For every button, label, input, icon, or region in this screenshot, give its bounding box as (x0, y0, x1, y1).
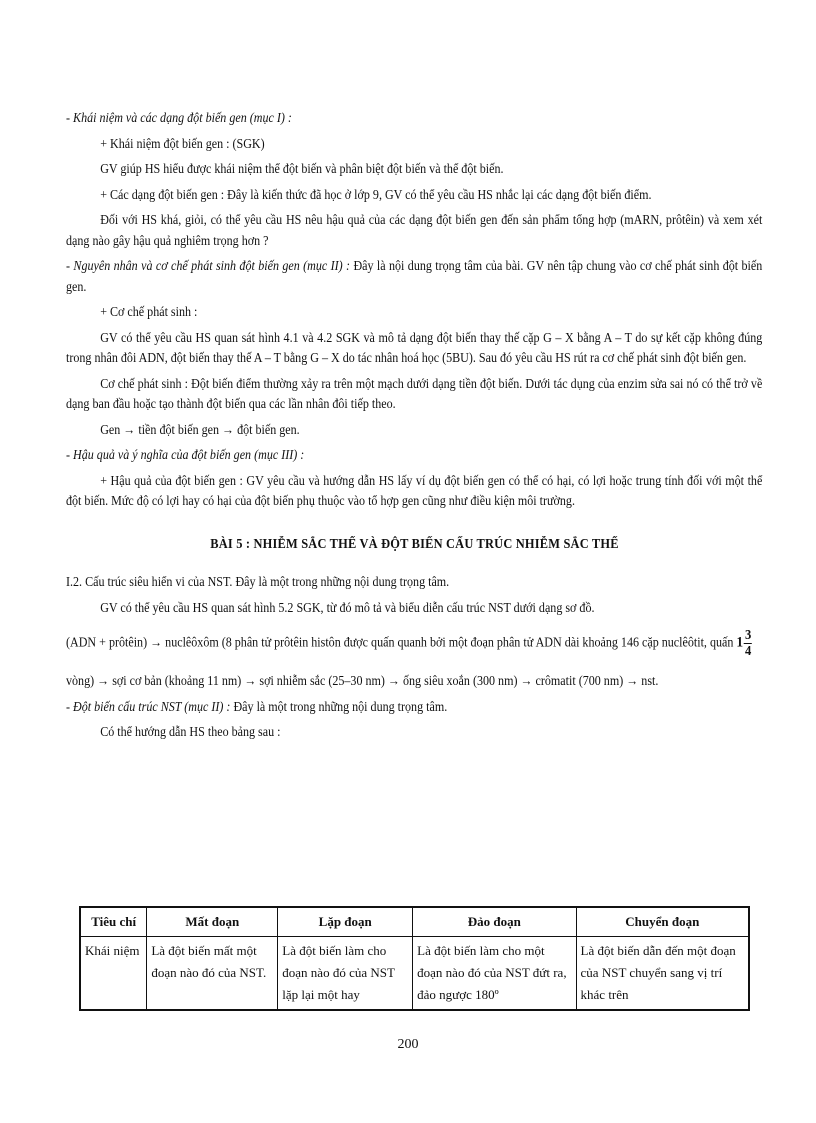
mixed-number-whole: 1 (736, 634, 744, 651)
table-cell: Là đột biến làm cho một đoạn nào đó của NST đứt ra, đảo ngược 180º (413, 937, 576, 1011)
paragraph-causes (66, 256, 762, 297)
mutation-comparison-table (79, 906, 750, 1011)
document-body (66, 108, 763, 748)
section-heading-consequences: - Hậu quả và ý nghĩa của đột biến gen (mục III) : (66, 447, 305, 462)
paragraph-text: Đây là một trong những nội dung trọng tâm. (230, 698, 448, 714)
table-cell: Là đột biến làm cho đoạn nào đó của NST lặp lại một hay (278, 937, 413, 1011)
table-cell: Là đột biến dẫn đến một đoạn của NST chuyển sang vị trí khác trên (576, 937, 749, 1011)
paragraph: Cơ chế phát sinh : Đột biến điểm thường xảy ra trên một mạch dưới dạng tiền đột biến. Dưới tác dụng của enzim sửa sai nó có thể trở về dạng ban đầu hoặc tạo thành đột biến qua các lần nhân đôi tiếp theo. (66, 375, 763, 411)
paragraph: I.2. Cấu trúc siêu hiển vi của NST. Đây là một trong những nội dung trọng tâm. (66, 574, 450, 589)
table-cell: Khái niệm (80, 937, 147, 1011)
table-header-cell: Đảo đoạn (413, 907, 576, 937)
paragraph-text: Đây là nội dung trọng tâm của bài. GV nên tập chung vào cơ chế phát sinh đột biến gen. (66, 258, 763, 294)
paragraph: Gen → tiền đột biến gen → đột biến gen. (100, 421, 300, 437)
section-heading-gene-mutation-concepts: - Khái niệm và các dạng đột biến gen (mục I) : (66, 110, 292, 125)
table-header-cell: Tiêu chí (80, 907, 147, 937)
table-row (80, 937, 749, 1011)
paragraph: Có thể hướng dẫn HS theo bảng sau : (100, 724, 281, 739)
table-header-cell: Lặp đoạn (278, 907, 413, 937)
fraction-numerator: 3 (744, 628, 752, 643)
paragraph: + Khái niệm đột biến gen : (SGK) (100, 135, 265, 151)
paragraph: Đối với HS khá, giỏi, có thể yêu cầu HS nêu hậu quả của các dạng đột biến gen đến sản phẩm tổng hợp (mARN, prôtêin) và xem xét dạng nào gây hậu quả nghiêm trọng hơn ? (66, 212, 763, 248)
paragraph: vòng) → sợi cơ bản (khoảng 11 nm) → sợi nhiễm sắc (25–30 nm) → ống siêu xoắn (300 nm) → crômatit (700 nm) → nst. (66, 673, 659, 688)
paragraph-structural-mutation (66, 697, 762, 718)
paragraph: GV có thể yêu cầu HS quan sát hình 5.2 SGK, từ đó mô tả và biểu diễn cấu trúc NST dưới dạng sơ đồ. (100, 599, 595, 615)
paragraph-nst-structure (66, 628, 762, 659)
section-heading-causes: - Nguyên nhân và cơ chế phát sinh đột biến gen (mục II) : (66, 258, 351, 273)
paragraph-text: (ADN + prôtêin) → nuclêôxôm (8 phân tử prôtêin histôn được quấn quanh bởi một đoạn phân tử ADN dài khoảng 146 cặp nuclêôtit, quấn (66, 634, 737, 650)
lesson-title: BÀI 5 : NHIỄM SẮC THỂ VÀ ĐỘT BIẾN CẤU TRÚC NHIỄM SẮC THỂ (210, 535, 619, 551)
section-heading-structural-mutation: - Đột biến cấu trúc NST (mục II) : (66, 698, 231, 714)
fraction (744, 628, 752, 659)
table-header-cell: Chuyển đoạn (576, 907, 749, 937)
paragraph: + Hậu quả của đột biến gen : GV yêu cầu và hướng dẫn HS lấy ví dụ đột biến gen có thể có hại, có lợi hoặc trung tính đối với một thể đột biến. Mức độ có lợi hay có hại của đột biến phụ thuộc vào tổ hợp gen cũng như điều kiện môi trường. (66, 472, 763, 508)
paragraph: GV có thể yêu cầu HS quan sát hình 4.1 và 4.2 SGK và mô tả dạng đột biến thay thế cặp G – X bằng A – T do sự kết cặp không đúng trong nhân đôi ADN, đột biến thay thế A – T bằng G – X do tác nhân hoá học (5BU). Sau đó yêu cầu HS rút ra cơ chế phát sinh đột biến gen. (66, 329, 763, 365)
paragraph: + Các dạng đột biến gen : Đây là kiến thức đã học ở lớp 9, GV có thể yêu cầu HS nhắc lại các dạng đột biến điểm. (100, 186, 652, 202)
paragraph: GV giúp HS hiểu được khái niệm thể đột biến và phân biệt đột biến và thể đột biến. (100, 161, 504, 176)
table-header-row (80, 907, 749, 937)
fraction-denominator: 4 (744, 644, 752, 659)
page-number: 200 (397, 1037, 419, 1052)
table-header-cell: Mất đoạn (147, 907, 278, 937)
paragraph: + Cơ chế phát sinh : (100, 304, 198, 319)
table-cell: Là đột biến mất một đoạn nào đó của NST. (147, 937, 278, 1011)
